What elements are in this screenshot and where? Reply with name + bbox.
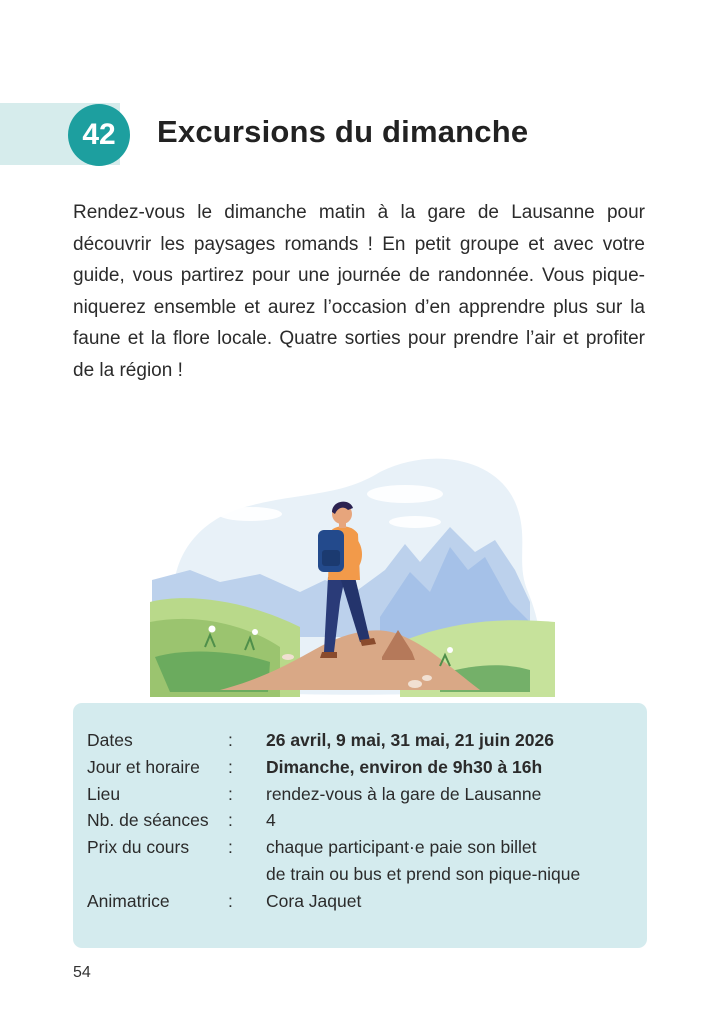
pebble xyxy=(422,675,432,681)
detail-label: Prix du cours xyxy=(87,837,190,858)
course-details-table xyxy=(87,727,580,915)
hiker-backpack-pocket xyxy=(322,550,340,566)
section-number-badge: 42 xyxy=(68,104,130,166)
detail-separator: : xyxy=(228,890,233,911)
page-number: 54 xyxy=(73,964,91,981)
detail-value: rendez-vous à la gare de Lausanne xyxy=(266,783,542,804)
detail-separator: : xyxy=(228,730,233,750)
hiker-illustration xyxy=(150,452,560,697)
detail-row-schedule xyxy=(87,754,580,781)
detail-row-host xyxy=(87,888,580,915)
detail-value: 4 xyxy=(266,810,276,831)
flower xyxy=(447,647,453,653)
detail-separator: : xyxy=(228,783,233,804)
pebble xyxy=(408,680,422,688)
page-title: Excursions du dimanche xyxy=(157,114,529,149)
detail-label: Dates xyxy=(87,730,133,750)
pebble xyxy=(282,654,294,660)
detail-separator: : xyxy=(228,837,233,858)
intro-paragraph: Rendez-vous le dimanche matin à la gare de Lausanne pour découvrir les paysages romands ! En petit groupe et avec votre guide, vous partirez pour une journée de randonnée. Vous pique-niquerez ensemble et aurez l’occasion d’en apprendre plus sur la faune et la flore locale. Quatre sorties pour prendre l’air et profiter de la région ! xyxy=(73,202,645,381)
detail-value xyxy=(266,834,580,888)
detail-row-price xyxy=(87,834,580,888)
detail-value-line: chaque participant·e paie son billet xyxy=(266,837,537,858)
detail-value: 26 avril, 9 mai, 31 mai, 21 juin 2026 xyxy=(266,730,554,750)
detail-value: Cora Jaquet xyxy=(266,890,362,911)
cloud xyxy=(218,507,282,521)
detail-separator: : xyxy=(228,756,233,777)
hiker-neck xyxy=(339,522,346,528)
flower xyxy=(252,629,258,635)
cloud xyxy=(389,516,441,528)
detail-label: Nb. de séances xyxy=(87,810,209,831)
detail-label: Animatrice xyxy=(87,890,170,911)
detail-label: Jour et horaire xyxy=(87,756,200,777)
detail-separator: : xyxy=(228,810,233,831)
cloud xyxy=(367,485,443,503)
detail-value-line: de train ou bus et prend son pique-nique xyxy=(266,863,581,884)
detail-row-dates xyxy=(87,727,580,754)
detail-row-location xyxy=(87,781,580,808)
flower xyxy=(209,626,216,633)
detail-value: Dimanche, environ de 9h30 à 16h xyxy=(266,756,543,777)
hiker-boot xyxy=(320,652,337,658)
course-info-box xyxy=(73,703,647,948)
detail-label: Lieu xyxy=(87,783,121,804)
detail-row-sessions xyxy=(87,807,580,834)
